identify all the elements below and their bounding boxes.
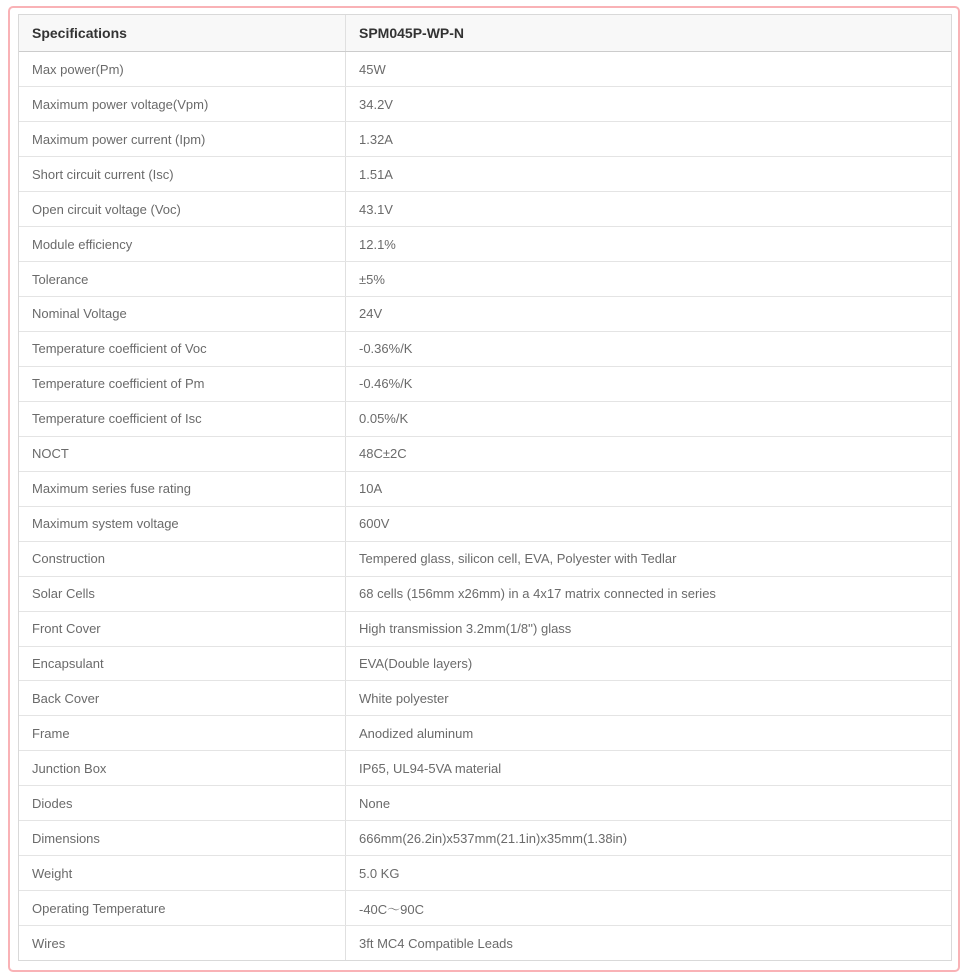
spec-value: EVA(Double layers) xyxy=(359,655,473,671)
spec-label: Wires xyxy=(19,926,346,960)
table-row xyxy=(19,86,951,121)
table-row xyxy=(19,611,951,646)
table-row xyxy=(19,296,951,331)
spec-label: Construction xyxy=(19,542,346,576)
spec-label: Encapsulant xyxy=(19,647,346,681)
table-row xyxy=(19,401,951,436)
table-row xyxy=(19,121,951,156)
spec-value: 45W xyxy=(359,61,386,77)
spec-value: High transmission 3.2mm(1/8'') glass xyxy=(359,621,572,637)
spec-label: Maximum system voltage xyxy=(19,507,346,541)
spec-value: 600V xyxy=(359,516,390,532)
spec-value: 24V xyxy=(359,306,383,322)
spec-label: Operating Temperature xyxy=(19,891,346,925)
spec-label: NOCT xyxy=(19,437,346,471)
table-header-specifications: Specifications xyxy=(19,15,346,51)
spec-value: 666mm(26.2in)x537mm(21.1in)x35mm(1.38in) xyxy=(359,830,628,846)
specifications-table xyxy=(18,14,952,961)
table-body xyxy=(19,52,951,960)
spec-label: Maximum power current (Ipm) xyxy=(19,122,346,156)
spec-label: Dimensions xyxy=(19,821,346,855)
table-row xyxy=(19,820,951,855)
spec-value: 1.32A xyxy=(359,131,393,147)
table-row xyxy=(19,191,951,226)
spec-value: White polyester xyxy=(359,690,449,706)
spec-value: -0.36%/K xyxy=(359,341,413,357)
table-row xyxy=(19,436,951,471)
spec-label: Maximum series fuse rating xyxy=(19,472,346,506)
table-row xyxy=(19,366,951,401)
spec-label: Max power(Pm) xyxy=(19,52,346,86)
table-row xyxy=(19,680,951,715)
spec-label: Back Cover xyxy=(19,681,346,715)
spec-value: 12.1% xyxy=(359,236,396,252)
spec-label: Maximum power voltage(Vpm) xyxy=(19,87,346,121)
table-row xyxy=(19,890,951,925)
spec-label: Temperature coefficient of Pm xyxy=(19,367,346,401)
table-row xyxy=(19,576,951,611)
spec-value: 68 cells (156mm x26mm) in a 4x17 matrix connected in series xyxy=(359,586,716,602)
spec-value: 3ft MC4 Compatible Leads xyxy=(359,935,513,951)
spec-label: Nominal Voltage xyxy=(19,297,346,331)
page-frame xyxy=(8,6,960,972)
table-row xyxy=(19,226,951,261)
spec-value: 34.2V xyxy=(359,96,393,112)
table-row xyxy=(19,646,951,681)
spec-value: Tempered glass, silicon cell, EVA, Polyester with Tedlar xyxy=(359,551,677,567)
table-row xyxy=(19,471,951,506)
table-row xyxy=(19,855,951,890)
table-row xyxy=(19,261,951,296)
spec-value: -40C～90C xyxy=(359,901,425,917)
spec-label: Frame xyxy=(19,716,346,750)
table-row xyxy=(19,331,951,366)
spec-label: Short circuit current (Isc) xyxy=(19,157,346,191)
spec-value: 5.0 KG xyxy=(359,865,400,881)
spec-label: Solar Cells xyxy=(19,577,346,611)
spec-label: Module efficiency xyxy=(19,227,346,261)
spec-label: Junction Box xyxy=(19,751,346,785)
spec-label: Front Cover xyxy=(19,612,346,646)
spec-value: 0.05%/K xyxy=(359,411,409,427)
table-row xyxy=(19,506,951,541)
spec-value: IP65, UL94-5VA material xyxy=(359,760,502,776)
spec-label: Open circuit voltage (Voc) xyxy=(19,192,346,226)
table-row xyxy=(19,52,951,86)
table-row xyxy=(19,156,951,191)
spec-value: ±5% xyxy=(359,271,385,287)
table-row xyxy=(19,715,951,750)
spec-value: 10A xyxy=(359,481,383,497)
table-header-row xyxy=(19,15,951,52)
table-row xyxy=(19,541,951,576)
spec-value: None xyxy=(359,795,391,811)
spec-value: 43.1V xyxy=(359,201,393,217)
spec-label: Diodes xyxy=(19,786,346,820)
spec-label: Temperature coefficient of Isc xyxy=(19,402,346,436)
spec-label: Weight xyxy=(19,856,346,890)
table-row xyxy=(19,785,951,820)
spec-label: Tolerance xyxy=(19,262,346,296)
spec-value: 48C±2C xyxy=(359,446,407,462)
spec-value: -0.46%/K xyxy=(359,376,413,392)
spec-value: 1.51A xyxy=(359,166,393,182)
table-row xyxy=(19,750,951,785)
table-header-model: SPM045P-WP-N xyxy=(359,25,465,42)
spec-value: Anodized aluminum xyxy=(359,725,474,741)
spec-label: Temperature coefficient of Voc xyxy=(19,332,346,366)
table-row xyxy=(19,925,951,960)
